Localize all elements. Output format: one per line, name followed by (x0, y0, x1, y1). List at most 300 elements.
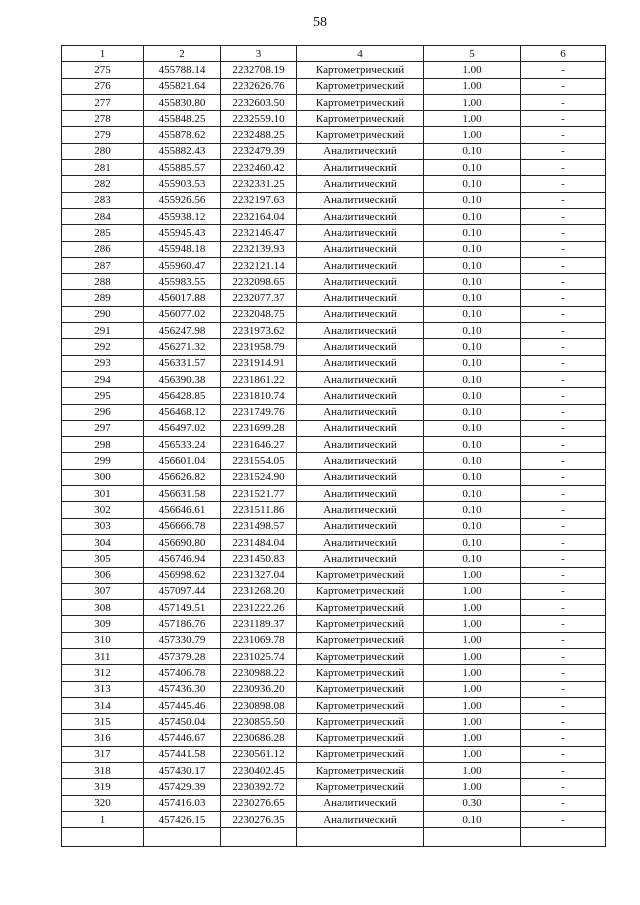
table-row (62, 746, 606, 762)
method-cell: Аналитический (297, 420, 424, 436)
method-cell: Аналитический (297, 143, 424, 159)
accuracy-cell: 0.10 (424, 143, 521, 159)
accuracy-cell: 1.00 (424, 616, 521, 632)
note-cell: - (521, 323, 606, 339)
table-row (62, 795, 606, 811)
point-number-cell: 316 (62, 730, 144, 746)
accuracy-cell: 0.10 (424, 420, 521, 436)
method-cell: Аналитический (297, 486, 424, 502)
method-cell: Аналитический (297, 274, 424, 290)
x-coordinate-cell: 457416.03 (144, 795, 221, 811)
accuracy-cell: 1.00 (424, 648, 521, 664)
note-cell: - (521, 111, 606, 127)
note-cell: - (521, 420, 606, 436)
x-coordinate-cell: 455948.18 (144, 241, 221, 257)
accuracy-cell (424, 828, 521, 847)
table-row (62, 486, 606, 502)
x-coordinate-cell: 456247.98 (144, 323, 221, 339)
x-coordinate-cell: 456533.24 (144, 437, 221, 453)
accuracy-cell: 1.00 (424, 62, 521, 78)
point-number-cell: 300 (62, 469, 144, 485)
note-cell: - (521, 404, 606, 420)
point-number-cell: 313 (62, 681, 144, 697)
point-number-cell: 275 (62, 62, 144, 78)
method-cell: Картометрический (297, 600, 424, 616)
accuracy-cell: 0.10 (424, 453, 521, 469)
method-cell: Картометрический (297, 746, 424, 762)
table-row (62, 274, 606, 290)
x-coordinate-cell: 457149.51 (144, 600, 221, 616)
y-coordinate-cell: 2230898.08 (221, 697, 297, 713)
x-coordinate-cell: 456631.58 (144, 486, 221, 502)
note-cell: - (521, 160, 606, 176)
table-row (62, 127, 606, 143)
accuracy-cell: 0.10 (424, 502, 521, 518)
table-row (62, 388, 606, 404)
point-number-cell: 279 (62, 127, 144, 143)
header-cell-5: 5 (424, 46, 521, 62)
table-row (62, 78, 606, 94)
method-cell: Аналитический (297, 437, 424, 453)
point-number-cell: 298 (62, 437, 144, 453)
point-number-cell: 281 (62, 160, 144, 176)
y-coordinate-cell: 2231268.20 (221, 583, 297, 599)
y-coordinate-cell: 2231861.22 (221, 371, 297, 387)
accuracy-cell: 0.30 (424, 795, 521, 811)
y-coordinate-cell: 2230855.50 (221, 714, 297, 730)
y-coordinate-cell: 2232077.37 (221, 290, 297, 306)
point-number-cell: 312 (62, 665, 144, 681)
header-cell-4: 4 (297, 46, 424, 62)
table-row (62, 160, 606, 176)
y-coordinate-cell: 2230392.72 (221, 779, 297, 795)
accuracy-cell: 1.00 (424, 763, 521, 779)
point-number-cell: 307 (62, 583, 144, 599)
y-coordinate-cell: 2230936.20 (221, 681, 297, 697)
point-number-cell: 304 (62, 534, 144, 550)
table-row (62, 437, 606, 453)
accuracy-cell: 0.10 (424, 534, 521, 550)
method-cell: Аналитический (297, 323, 424, 339)
accuracy-cell: 1.00 (424, 78, 521, 94)
table-row (62, 551, 606, 567)
x-coordinate-cell: 456746.94 (144, 551, 221, 567)
y-coordinate-cell: 2232559.10 (221, 111, 297, 127)
note-cell: - (521, 208, 606, 224)
table-row (62, 192, 606, 208)
point-number-cell: 309 (62, 616, 144, 632)
table-header-row (62, 46, 606, 62)
y-coordinate-cell: 2231646.27 (221, 437, 297, 453)
accuracy-cell: 0.10 (424, 486, 521, 502)
point-number-cell: 296 (62, 404, 144, 420)
method-cell: Аналитический (297, 290, 424, 306)
note-cell: - (521, 290, 606, 306)
accuracy-cell: 0.10 (424, 257, 521, 273)
method-cell: Аналитический (297, 306, 424, 322)
method-cell: Аналитический (297, 551, 424, 567)
y-coordinate-cell: 2232139.93 (221, 241, 297, 257)
note-cell: - (521, 225, 606, 241)
x-coordinate-cell: 456271.32 (144, 339, 221, 355)
x-coordinate-cell: 457379.28 (144, 648, 221, 664)
x-coordinate-cell: 456331.57 (144, 355, 221, 371)
accuracy-cell: 0.10 (424, 208, 521, 224)
point-number-cell: 302 (62, 502, 144, 518)
note-cell: - (521, 600, 606, 616)
accuracy-cell: 0.10 (424, 371, 521, 387)
method-cell: Картометрический (297, 111, 424, 127)
point-number-cell: 288 (62, 274, 144, 290)
x-coordinate-cell: 455945.43 (144, 225, 221, 241)
note-cell: - (521, 192, 606, 208)
point-number-cell: 305 (62, 551, 144, 567)
table-row (62, 697, 606, 713)
note-cell (521, 828, 606, 847)
y-coordinate-cell: 2230276.35 (221, 811, 297, 827)
y-coordinate-cell: 2231958.79 (221, 339, 297, 355)
method-cell: Аналитический (297, 502, 424, 518)
method-cell: Аналитический (297, 257, 424, 273)
y-coordinate-cell: 2230276.65 (221, 795, 297, 811)
x-coordinate-cell: 455960.47 (144, 257, 221, 273)
accuracy-cell: 1.00 (424, 681, 521, 697)
method-cell: Картометрический (297, 665, 424, 681)
method-cell: Картометрический (297, 730, 424, 746)
table-row (62, 779, 606, 795)
point-number-cell: 317 (62, 746, 144, 762)
table-row (62, 600, 606, 616)
x-coordinate-cell: 456428.85 (144, 388, 221, 404)
y-coordinate-cell: 2231450.83 (221, 551, 297, 567)
y-coordinate-cell: 2231069.78 (221, 632, 297, 648)
y-coordinate-cell: 2231973.62 (221, 323, 297, 339)
x-coordinate-cell: 455983.55 (144, 274, 221, 290)
x-coordinate-cell: 457429.39 (144, 779, 221, 795)
table-row (62, 828, 606, 847)
x-coordinate-cell: 455938.12 (144, 208, 221, 224)
table-row (62, 143, 606, 159)
table-row (62, 111, 606, 127)
method-cell: Аналитический (297, 192, 424, 208)
y-coordinate-cell: 2232708.19 (221, 62, 297, 78)
method-cell: Картометрический (297, 127, 424, 143)
table-row (62, 648, 606, 664)
x-coordinate-cell: 456998.62 (144, 567, 221, 583)
accuracy-cell: 1.00 (424, 600, 521, 616)
y-coordinate-cell: 2232098.65 (221, 274, 297, 290)
table-row (62, 453, 606, 469)
x-coordinate-cell: 457406.78 (144, 665, 221, 681)
x-coordinate-cell: 456601.04 (144, 453, 221, 469)
y-coordinate-cell: 2232603.50 (221, 94, 297, 110)
table-row (62, 404, 606, 420)
accuracy-cell: 0.10 (424, 323, 521, 339)
method-cell: Аналитический (297, 469, 424, 485)
note-cell: - (521, 486, 606, 502)
table-row (62, 665, 606, 681)
note-cell: - (521, 257, 606, 273)
point-number-cell: 318 (62, 763, 144, 779)
note-cell: - (521, 78, 606, 94)
accuracy-cell: 1.00 (424, 94, 521, 110)
point-number-cell: 306 (62, 567, 144, 583)
point-number-cell: 280 (62, 143, 144, 159)
y-coordinate-cell: 2231521.77 (221, 486, 297, 502)
point-number-cell: 276 (62, 78, 144, 94)
y-coordinate-cell: 2230402.45 (221, 763, 297, 779)
point-number-cell: 319 (62, 779, 144, 795)
accuracy-cell: 1.00 (424, 567, 521, 583)
note-cell: - (521, 551, 606, 567)
x-coordinate-cell: 455926.56 (144, 192, 221, 208)
method-cell: Аналитический (297, 518, 424, 534)
accuracy-cell: 1.00 (424, 665, 521, 681)
table-row (62, 339, 606, 355)
x-coordinate-cell: 456626.82 (144, 469, 221, 485)
accuracy-cell: 0.10 (424, 306, 521, 322)
accuracy-cell: 0.10 (424, 274, 521, 290)
method-cell: Картометрический (297, 616, 424, 632)
table-row (62, 502, 606, 518)
x-coordinate-cell: 457186.76 (144, 616, 221, 632)
y-coordinate-cell: 2232146.47 (221, 225, 297, 241)
point-number-cell: 284 (62, 208, 144, 224)
method-cell: Аналитический (297, 176, 424, 192)
accuracy-cell: 0.10 (424, 388, 521, 404)
y-coordinate-cell: 2231511.86 (221, 502, 297, 518)
point-number-cell: 320 (62, 795, 144, 811)
table-row (62, 94, 606, 110)
note-cell: - (521, 714, 606, 730)
table-row (62, 62, 606, 78)
x-coordinate-cell: 455885.57 (144, 160, 221, 176)
x-coordinate-cell: 457436.30 (144, 681, 221, 697)
note-cell: - (521, 371, 606, 387)
x-coordinate-cell (144, 828, 221, 847)
note-cell: - (521, 306, 606, 322)
point-number-cell: 314 (62, 697, 144, 713)
x-coordinate-cell: 456077.02 (144, 306, 221, 322)
point-number-cell: 283 (62, 192, 144, 208)
note-cell: - (521, 616, 606, 632)
accuracy-cell: 0.10 (424, 355, 521, 371)
accuracy-cell: 0.10 (424, 339, 521, 355)
method-cell: Аналитический (297, 388, 424, 404)
note-cell: - (521, 763, 606, 779)
note-cell: - (521, 176, 606, 192)
x-coordinate-cell: 456666.78 (144, 518, 221, 534)
table-row (62, 420, 606, 436)
table-row (62, 257, 606, 273)
note-cell: - (521, 583, 606, 599)
header-cell-2: 2 (144, 46, 221, 62)
accuracy-cell: 1.00 (424, 714, 521, 730)
note-cell: - (521, 648, 606, 664)
header-cell-3: 3 (221, 46, 297, 62)
coordinates-table (61, 45, 606, 847)
y-coordinate-cell: 2232197.63 (221, 192, 297, 208)
table-row (62, 714, 606, 730)
accuracy-cell: 0.10 (424, 290, 521, 306)
point-number-cell: 1 (62, 811, 144, 827)
point-number-cell: 277 (62, 94, 144, 110)
point-number-cell (62, 828, 144, 847)
y-coordinate-cell: 2232460.42 (221, 160, 297, 176)
table-row (62, 632, 606, 648)
note-cell: - (521, 811, 606, 827)
y-coordinate-cell: 2230561.12 (221, 746, 297, 762)
note-cell: - (521, 632, 606, 648)
table-row (62, 355, 606, 371)
note-cell: - (521, 534, 606, 550)
table-row (62, 306, 606, 322)
method-cell: Картометрический (297, 697, 424, 713)
x-coordinate-cell: 455830.80 (144, 94, 221, 110)
note-cell: - (521, 746, 606, 762)
y-coordinate-cell: 2231810.74 (221, 388, 297, 404)
x-coordinate-cell: 456390.38 (144, 371, 221, 387)
y-coordinate-cell: 2232048.75 (221, 306, 297, 322)
x-coordinate-cell: 457445.46 (144, 697, 221, 713)
note-cell: - (521, 795, 606, 811)
note-cell: - (521, 143, 606, 159)
table-row (62, 518, 606, 534)
note-cell: - (521, 127, 606, 143)
point-number-cell: 308 (62, 600, 144, 616)
point-number-cell: 291 (62, 323, 144, 339)
table-row (62, 583, 606, 599)
point-number-cell: 290 (62, 306, 144, 322)
accuracy-cell: 0.10 (424, 518, 521, 534)
point-number-cell: 299 (62, 453, 144, 469)
x-coordinate-cell: 455903.53 (144, 176, 221, 192)
x-coordinate-cell: 457426.15 (144, 811, 221, 827)
accuracy-cell: 1.00 (424, 730, 521, 746)
y-coordinate-cell: 2231025.74 (221, 648, 297, 664)
table-row (62, 208, 606, 224)
y-coordinate-cell: 2231749.76 (221, 404, 297, 420)
method-cell: Картометрический (297, 94, 424, 110)
accuracy-cell: 0.10 (424, 437, 521, 453)
note-cell: - (521, 62, 606, 78)
point-number-cell: 311 (62, 648, 144, 664)
y-coordinate-cell: 2231498.57 (221, 518, 297, 534)
note-cell: - (521, 730, 606, 746)
method-cell: Картометрический (297, 632, 424, 648)
table-body (62, 62, 606, 847)
accuracy-cell: 1.00 (424, 632, 521, 648)
page-number: 58 (313, 15, 327, 30)
note-cell: - (521, 94, 606, 110)
x-coordinate-cell: 456468.12 (144, 404, 221, 420)
table-row (62, 763, 606, 779)
point-number-cell: 293 (62, 355, 144, 371)
y-coordinate-cell: 2232626.76 (221, 78, 297, 94)
y-coordinate-cell: 2231554.05 (221, 453, 297, 469)
accuracy-cell: 0.10 (424, 811, 521, 827)
method-cell: Картометрический (297, 648, 424, 664)
method-cell: Картометрический (297, 583, 424, 599)
method-cell: Аналитический (297, 811, 424, 827)
method-cell: Картометрический (297, 62, 424, 78)
table-row (62, 469, 606, 485)
method-cell: Аналитический (297, 404, 424, 420)
method-cell: Аналитический (297, 208, 424, 224)
table-row (62, 225, 606, 241)
method-cell: Картометрический (297, 567, 424, 583)
point-number-cell: 295 (62, 388, 144, 404)
method-cell (297, 828, 424, 847)
point-number-cell: 292 (62, 339, 144, 355)
note-cell: - (521, 567, 606, 583)
table-row (62, 616, 606, 632)
accuracy-cell: 0.10 (424, 404, 521, 420)
accuracy-cell: 0.10 (424, 551, 521, 567)
note-cell: - (521, 502, 606, 518)
x-coordinate-cell: 457330.79 (144, 632, 221, 648)
accuracy-cell: 1.00 (424, 697, 521, 713)
method-cell: Аналитический (297, 371, 424, 387)
x-coordinate-cell: 455821.64 (144, 78, 221, 94)
table-row (62, 534, 606, 550)
header-cell-6: 6 (521, 46, 606, 62)
y-coordinate-cell: 2231222.26 (221, 600, 297, 616)
x-coordinate-cell: 455788.14 (144, 62, 221, 78)
y-coordinate-cell: 2231524.90 (221, 469, 297, 485)
point-number-cell: 303 (62, 518, 144, 534)
x-coordinate-cell: 456646.61 (144, 502, 221, 518)
x-coordinate-cell: 457430.17 (144, 763, 221, 779)
method-cell: Картометрический (297, 779, 424, 795)
x-coordinate-cell: 457446.67 (144, 730, 221, 746)
note-cell: - (521, 355, 606, 371)
note-cell: - (521, 274, 606, 290)
note-cell: - (521, 681, 606, 697)
method-cell: Картометрический (297, 714, 424, 730)
accuracy-cell: 1.00 (424, 583, 521, 599)
note-cell: - (521, 697, 606, 713)
x-coordinate-cell: 455848.25 (144, 111, 221, 127)
method-cell: Аналитический (297, 339, 424, 355)
method-cell: Аналитический (297, 795, 424, 811)
x-coordinate-cell: 457441.58 (144, 746, 221, 762)
note-cell: - (521, 388, 606, 404)
y-coordinate-cell: 2232479.39 (221, 143, 297, 159)
table-row (62, 681, 606, 697)
accuracy-cell: 0.10 (424, 469, 521, 485)
note-cell: - (521, 453, 606, 469)
note-cell: - (521, 241, 606, 257)
note-cell: - (521, 437, 606, 453)
point-number-cell: 282 (62, 176, 144, 192)
method-cell: Аналитический (297, 225, 424, 241)
point-number-cell: 289 (62, 290, 144, 306)
x-coordinate-cell: 455878.62 (144, 127, 221, 143)
accuracy-cell: 0.10 (424, 225, 521, 241)
accuracy-cell: 1.00 (424, 127, 521, 143)
y-coordinate-cell: 2230686.28 (221, 730, 297, 746)
table-row (62, 811, 606, 827)
y-coordinate-cell (221, 828, 297, 847)
method-cell: Картометрический (297, 763, 424, 779)
y-coordinate-cell: 2231699.28 (221, 420, 297, 436)
x-coordinate-cell: 455882.43 (144, 143, 221, 159)
table-row (62, 323, 606, 339)
note-cell: - (521, 665, 606, 681)
method-cell: Аналитический (297, 453, 424, 469)
point-number-cell: 287 (62, 257, 144, 273)
